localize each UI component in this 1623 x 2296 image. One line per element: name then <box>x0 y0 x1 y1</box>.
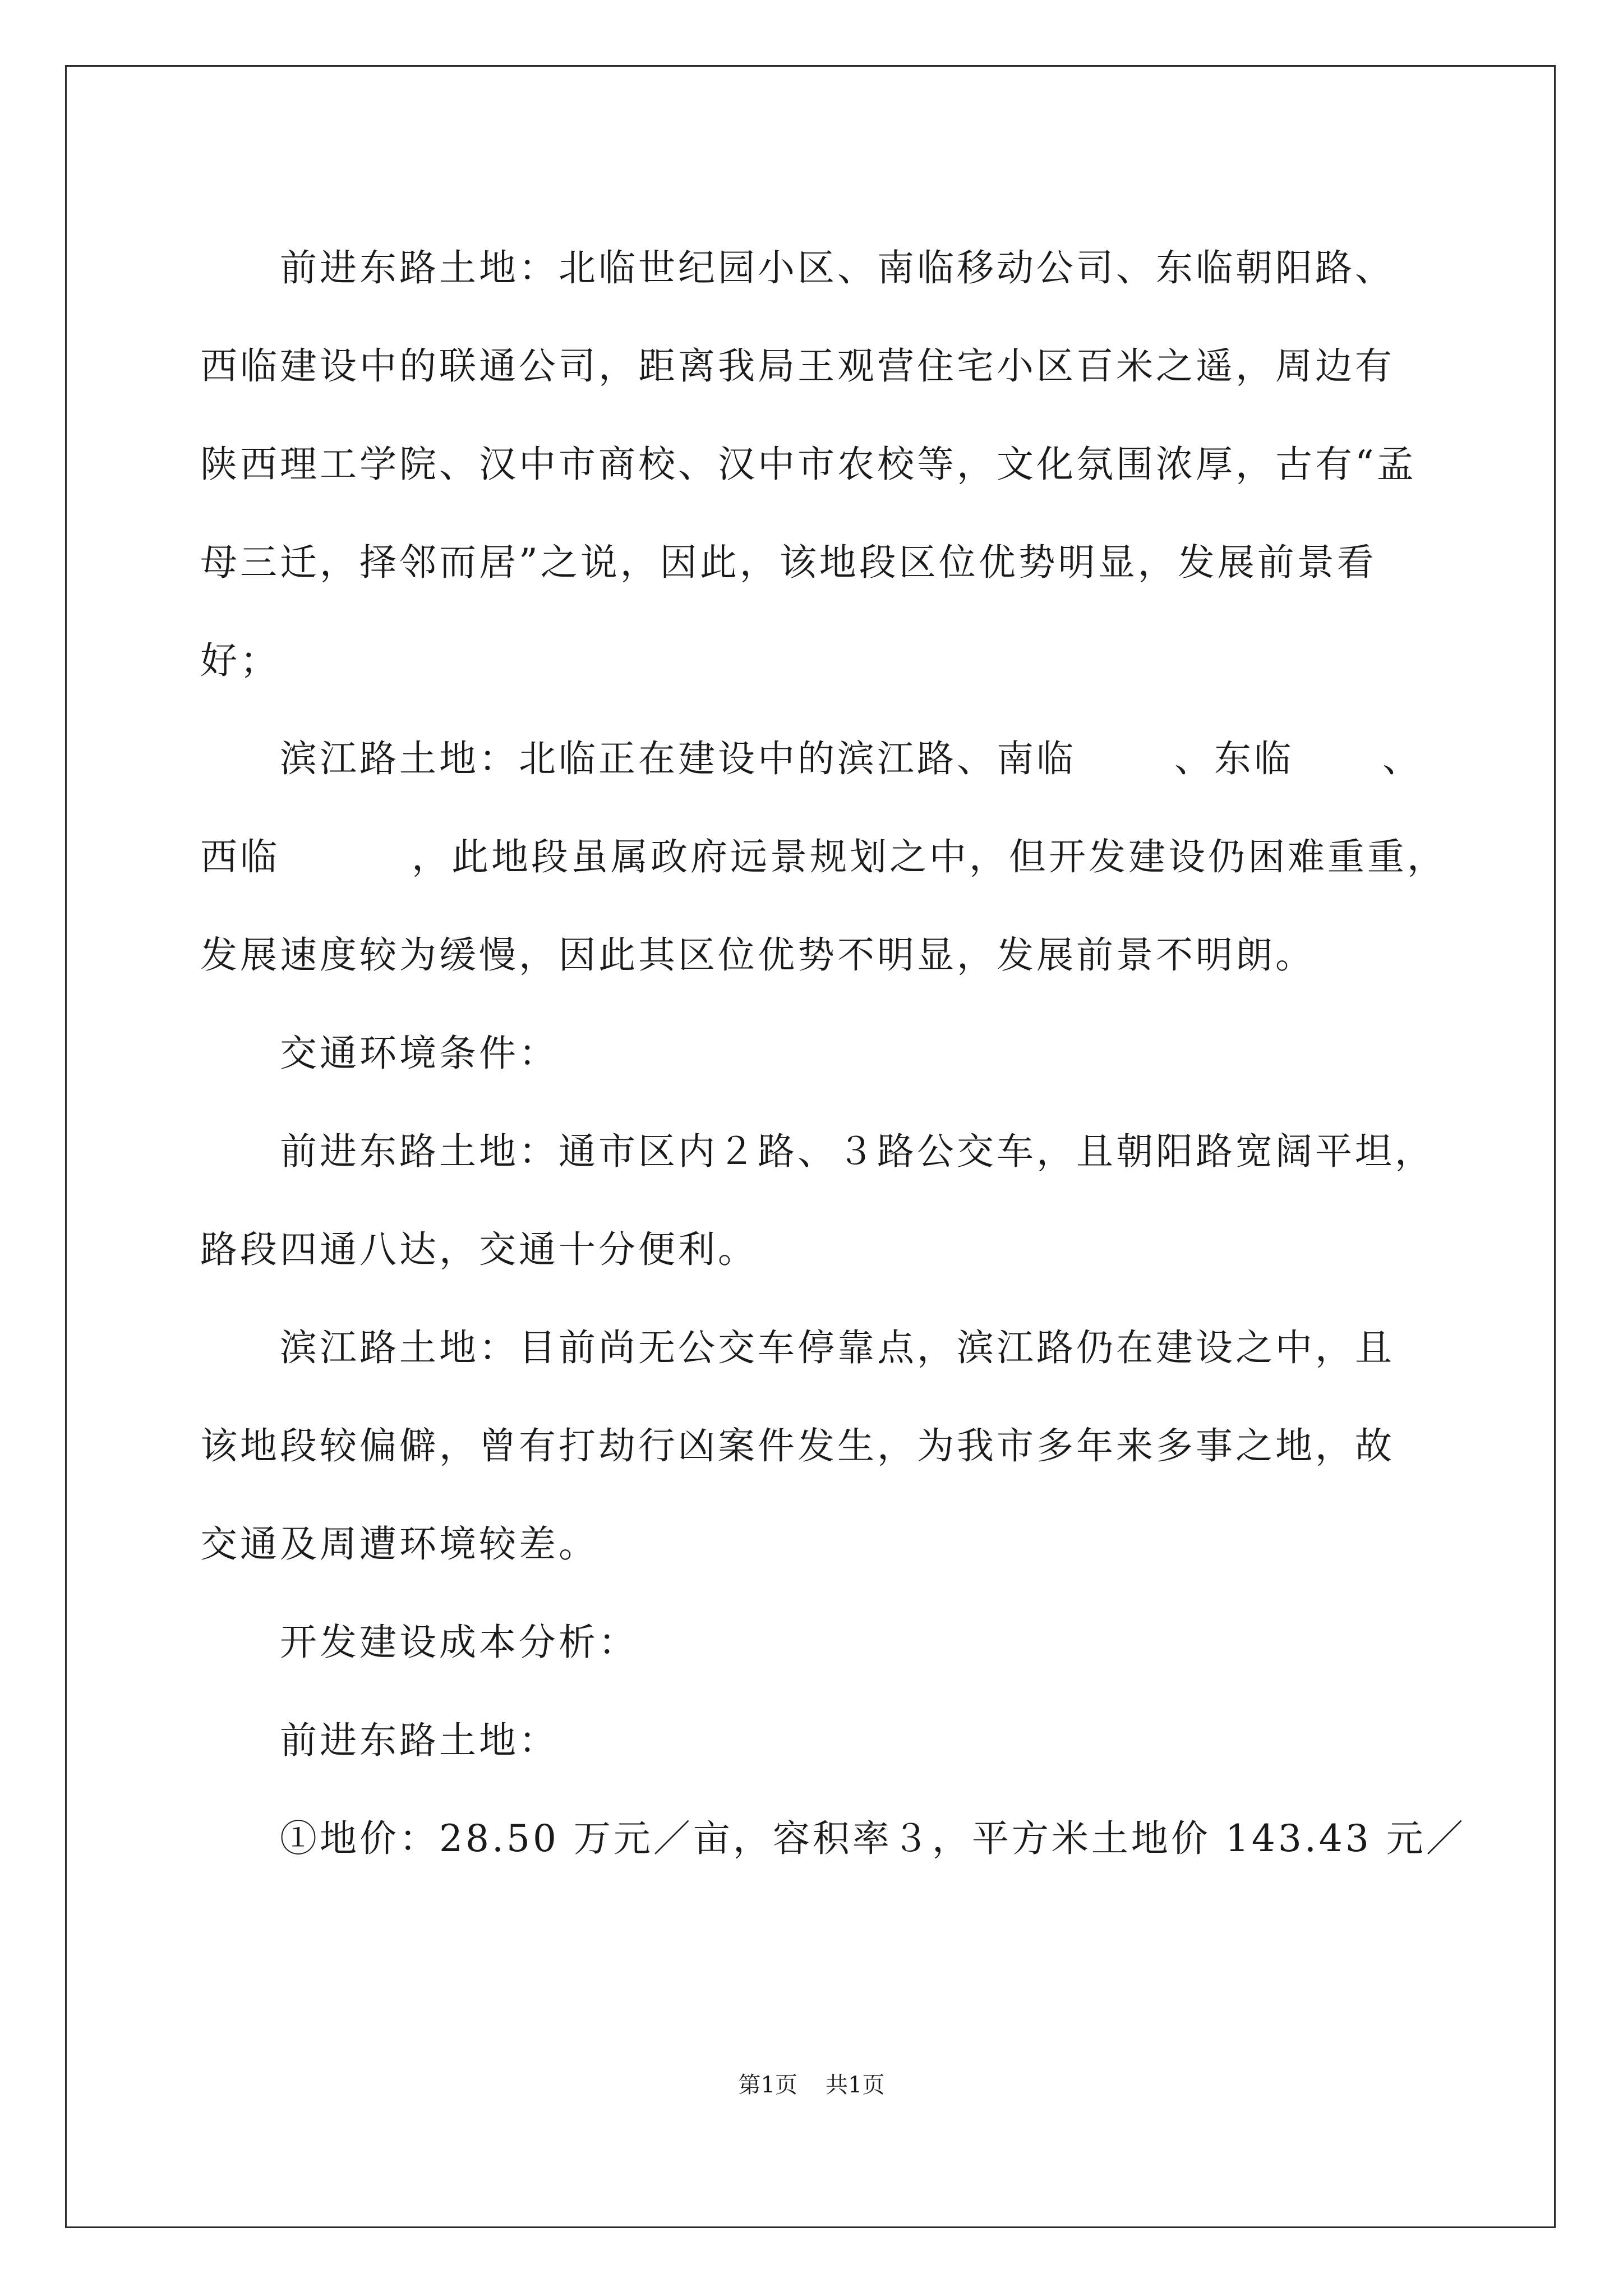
section-heading-traffic <box>200 1004 1462 1102</box>
text-line: 交通环境条件： <box>280 1032 559 1075</box>
subheading-qianjin <box>200 1691 1462 1789</box>
page-footer <box>0 2067 1623 2099</box>
text-line <box>200 808 1462 906</box>
text-line: 滨江路土地：目前尚无公交车停靠点，滨江路仍在建设之中，且 <box>280 1326 1395 1369</box>
text-line: 路段四通八达，交通十分便利。 <box>200 1228 758 1271</box>
text-line: 陕西理工学院、汉中市商校、汉中市农校等，文化氛围浓厚，古有“孟 <box>200 443 1417 486</box>
page-total: 共1页 <box>826 2072 885 2098</box>
text-line: 开发建设成本分析： <box>280 1621 638 1664</box>
paragraph-traffic-binjiang <box>200 1299 1462 1593</box>
text-line: 发展速度较为缓慢，因此其区位优势不明显，发展前景不明朗。 <box>200 933 1315 977</box>
paragraph-land-price <box>200 1789 1466 1888</box>
text-fragment: 滨江路土地：北临正在建设中的滨江路、南临 <box>280 737 1076 780</box>
text-line: 前进东路土地： <box>280 1719 559 1762</box>
paragraph-location-qianjin <box>200 219 1462 710</box>
text-line: 交通及周遭环境较差。 <box>200 1522 598 1566</box>
text-line: 母三迁，择邻而居”之说，因此，该地段区位优势明显，发展前景看 <box>200 541 1377 584</box>
text-line <box>200 710 1462 808</box>
page-number: 第1页 <box>738 2072 797 2098</box>
text-line: 该地段较偏僻，曾有打劫行凶案件发生，为我市多年来多事之地，故 <box>200 1424 1395 1467</box>
text-fragment: 西临 <box>200 835 280 878</box>
text-fragment: 、 <box>1382 737 1422 780</box>
text-fragment: 、东临 <box>1174 737 1294 780</box>
document-body <box>200 219 1466 1888</box>
text-line: 好； <box>200 639 280 682</box>
text-line: 西临建设中的联通公司，距离我局王观营住宅小区百米之遥，周边有 <box>200 344 1395 388</box>
text-fragment: ，此地段虽属政府远景规划之中，但开发建设仍困难重重， <box>412 835 1447 878</box>
text-line: 前进东路土地：北临世纪园小区、南临移动公司、东临朝阳路、 <box>280 246 1395 289</box>
section-heading-cost <box>200 1593 1462 1691</box>
text-line: ①地价：28.50 万元／亩，容积率３，平方米土地价 143.43 元／ <box>280 1817 1466 1860</box>
paragraph-location-binjiang <box>200 710 1462 1004</box>
text-line: 前进东路土地：通市区内２路、３路公交车，且朝阳路宽阔平坦， <box>280 1130 1435 1173</box>
paragraph-traffic-qianjin <box>200 1102 1462 1299</box>
